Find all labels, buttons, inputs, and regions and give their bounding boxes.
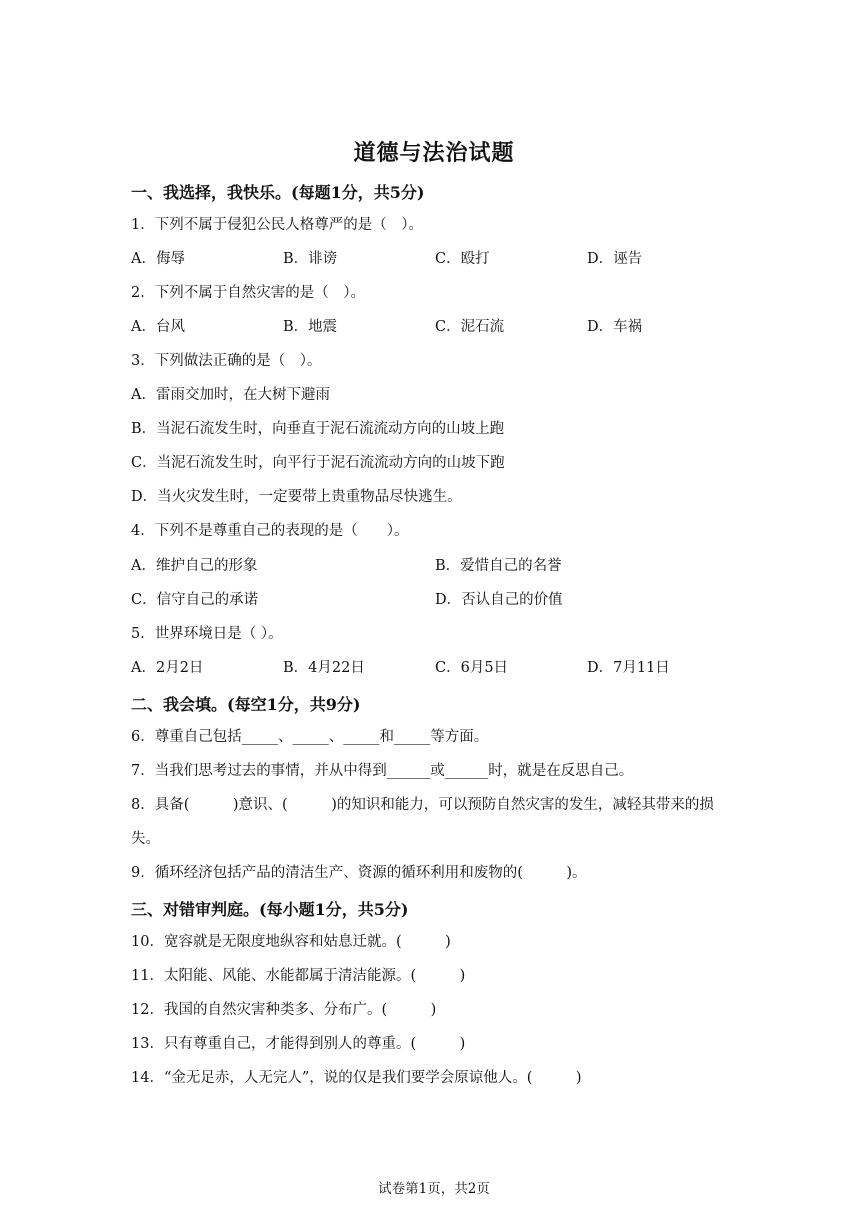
section-heading-3: 三、对错审判庭。(每小题1分，共5分) (131, 900, 409, 919)
q2-option-c: C．泥石流 (435, 319, 505, 335)
page-title: 道德与法治试题 (353, 140, 515, 166)
question-14: 14．“金无足赤，人无完人”，说的仅是我们要学会原谅他人。( ) (131, 1070, 582, 1086)
q1-option-c: C．殴打 (435, 251, 490, 267)
question-12: 12．我国的自然灾害种类多、分布广。( ) (131, 1002, 437, 1018)
q3-option-c: C．当泥石流发生时，向平行于泥石流流动方向的山坡下跑 (131, 455, 505, 471)
question-4: 4．下列不是尊重自己的表现的是（ ）。 (131, 523, 409, 539)
q4-option-b: B．爱惜自己的名誉 (435, 558, 562, 574)
q2-option-d: D．车祸 (587, 319, 643, 335)
q5-option-d: D．7月11日 (587, 660, 670, 676)
question-6: 6．尊重自己包括_____、_____、_____和_____等方面。 (131, 729, 489, 745)
question-8-line-1: 8．具备( )意识、( )的知识和能力，可以预防自然灾害的发生，减轻其带来的损 (131, 797, 714, 813)
section-heading-2: 二、我会填。(每空1分，共9分) (131, 695, 361, 714)
question-11: 11．太阳能、风能、水能都属于清洁能源。( ) (131, 968, 466, 984)
q4-option-d: D．否认自己的价值 (435, 592, 563, 608)
question-5: 5．世界环境日是（ ）。 (131, 626, 283, 642)
question-8-line-2: 失。 (131, 831, 160, 847)
q3-option-a: A．雷雨交加时，在大树下避雨 (131, 387, 330, 403)
question-1: 1．下列不属于侵犯公民人格尊严的是（ ）。 (131, 217, 423, 233)
q1-option-b: B．诽谤 (283, 251, 338, 267)
question-13: 13．只有尊重自己，才能得到别人的尊重。( ) (131, 1036, 466, 1052)
question-10: 10．宽容就是无限度地纵容和姑息迁就。( ) (131, 934, 451, 950)
q3-option-b: B．当泥石流发生时，向垂直于泥石流流动方向的山坡上跑 (131, 421, 505, 437)
q4-option-a: A．维护自己的形象 (131, 558, 258, 574)
q5-option-b: B．4月22日 (283, 660, 365, 676)
q4-option-c: C．信守自己的承诺 (131, 592, 259, 608)
q5-option-a: A．2月2日 (131, 660, 204, 676)
question-2: 2．下列不属于自然灾害的是（ ）。 (131, 285, 365, 301)
question-3: 3．下列做法正确的是（ ）。 (131, 353, 322, 369)
q2-option-a: A．台风 (131, 319, 185, 335)
q3-option-d: D．当火灾发生时，一定要带上贵重物品尽快逃生。 (131, 489, 462, 505)
question-9: 9．循环经济包括产品的清洁生产、资源的循环利用和废物的( )。 (131, 865, 587, 881)
q1-option-d: D．诬告 (587, 251, 643, 267)
q1-option-a: A．侮辱 (131, 251, 185, 267)
q2-option-b: B．地震 (283, 319, 338, 335)
section-heading-1: 一、我选择，我快乐。(每题1分，共5分) (131, 183, 425, 202)
page-footer: 试卷第1页，共2页 (378, 1181, 490, 1197)
question-7: 7．当我们思考过去的事情，并从中得到______或______时，就是在反思自己。 (131, 763, 634, 779)
q5-option-c: C．6月5日 (435, 660, 509, 676)
